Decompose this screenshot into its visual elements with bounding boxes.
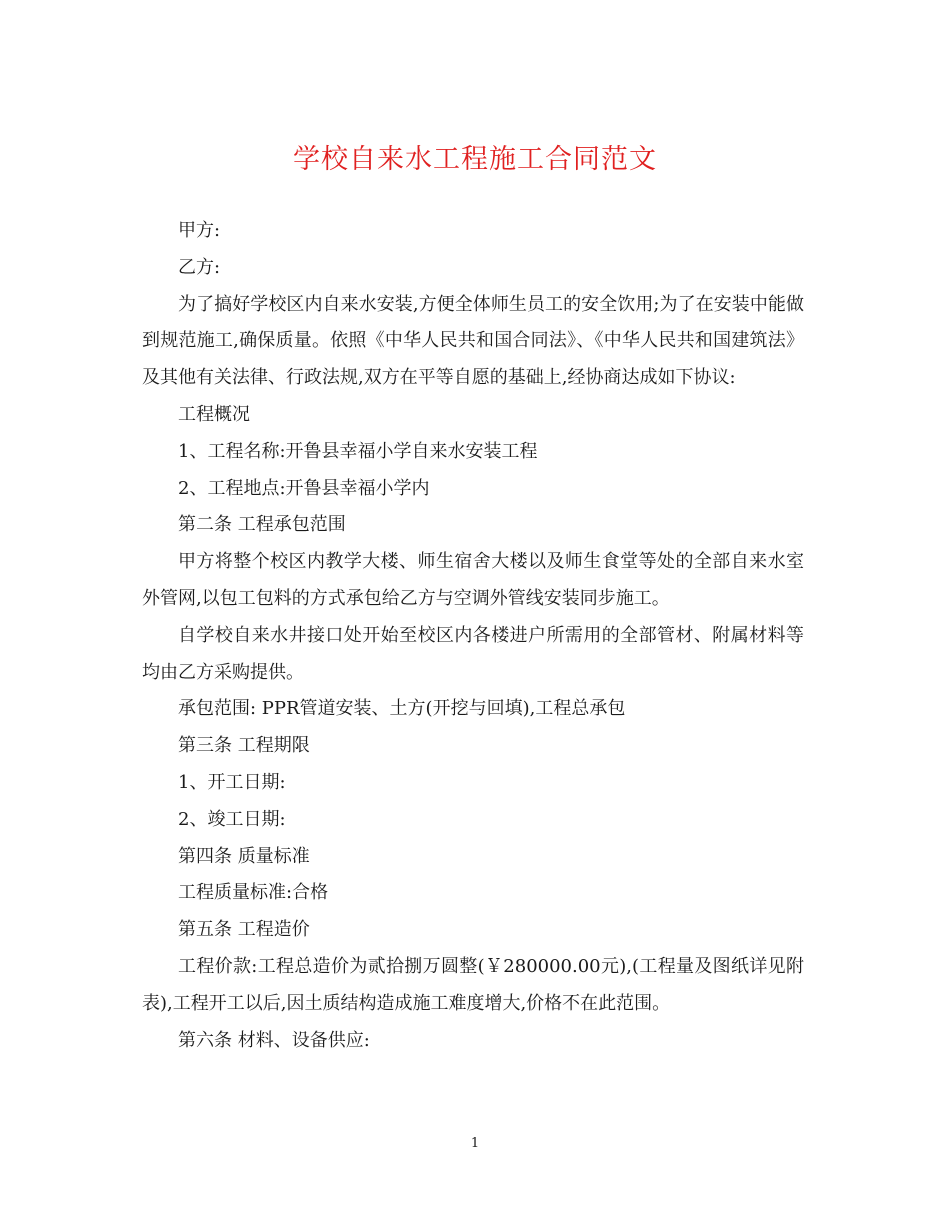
paragraph-materials: 自学校自来水井接口处开始至校区内各楼进户所需用的全部管材、附属材料等均由乙方采购提供。 <box>142 624 804 683</box>
section-heading: 第三条 工程期限 <box>178 735 310 757</box>
document-body <box>142 213 804 1059</box>
paragraph-party-a: 甲方: <box>178 220 221 241</box>
paragraph-party-b: 乙方: <box>178 256 221 278</box>
section-heading: 第二条 工程承包范围 <box>178 514 346 536</box>
paragraph-quality: 工程质量标准:合格 <box>178 882 329 904</box>
section-heading: 第五条 工程造价 <box>178 919 310 941</box>
paragraph-project-location: 2、工程地点:开鲁县幸福小学内 <box>178 477 430 499</box>
paragraph-end-date: 2、竣工日期: <box>178 808 286 830</box>
paragraph-project-name: 1、工程名称:开鲁县幸福小学自来水安装工程 <box>178 440 538 462</box>
paragraph-scope: 甲方将整个校区内教学大楼、师生宿舍大楼以及师生食堂等处的全部自来水室外管网,以包工包料的方式承包给乙方与空调外管线安装同步施工。 <box>142 551 804 609</box>
section-heading: 工程概况 <box>178 403 250 425</box>
paragraph-price: 工程价款:工程总造价为贰拾捌万圆整(￥280000.00元),(工程量及图纸详见附表),工程开工以后,因土质结构造成施工难度增大,价格不在此范围。 <box>142 955 804 1014</box>
paragraph-preamble: 为了搞好学校区内自来水安装,方便全体师生员工的安全饮用;为了在安装中能做到规范施工,确保质量。依照《中华人民共和国合同法》、《中华人民共和国建筑法》及其他有关法律、行政法规,双方在平等自愿的基础上,经协商达成如下协议: <box>142 293 804 389</box>
page-number: 1 <box>470 1136 480 1151</box>
paragraph-start-date: 1、开工日期: <box>178 771 286 793</box>
section-heading: 第四条 质量标准 <box>178 845 310 867</box>
section-heading: 第六条 材料、设备供应: <box>178 1029 370 1051</box>
document-title: 学校自来水工程施工合同范文 <box>293 144 657 175</box>
paragraph-contract-scope: 承包范围: PPR管道安装、土方(开挖与回填),工程总承包 <box>178 698 626 720</box>
